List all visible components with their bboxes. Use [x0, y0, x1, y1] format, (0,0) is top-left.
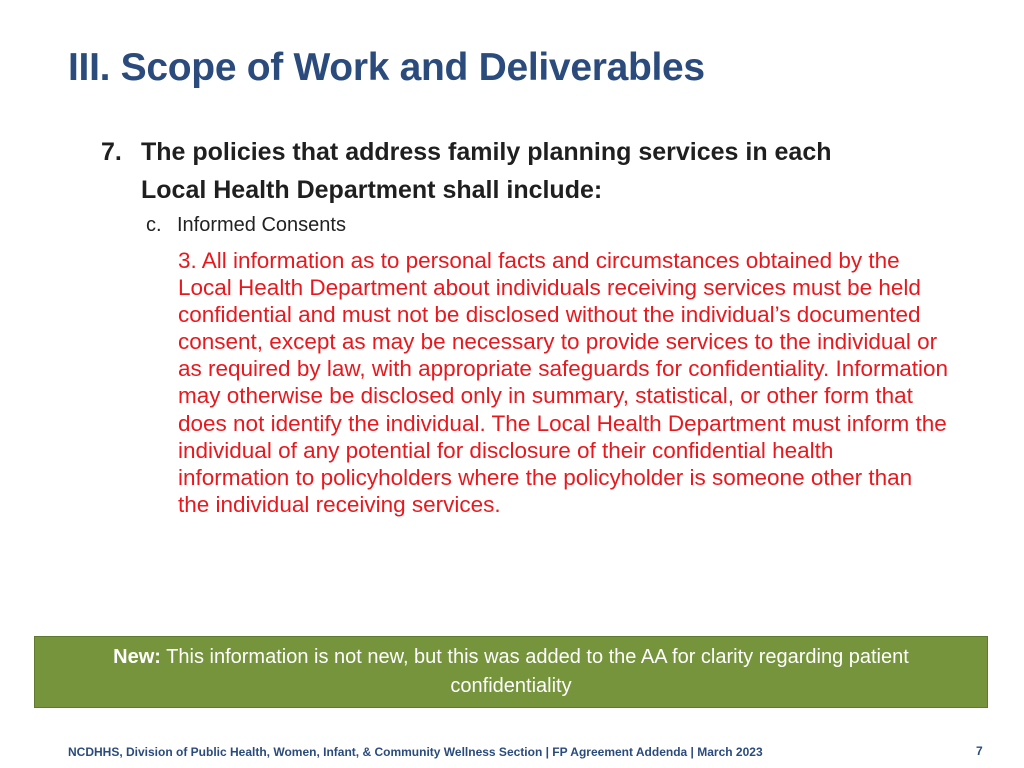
sub-item-label: Informed Consents	[177, 214, 346, 236]
numbered-item	[101, 133, 921, 209]
sub-item-letter: c.	[146, 214, 162, 236]
page-number: 7	[976, 744, 983, 758]
item-number: 7.	[101, 138, 122, 166]
confidentiality-paragraph: 3. All information as to personal facts and circumstances obtained by the Local Health Department about individuals receiving services must be held confidential and must not be disclosed without the individual’s documented consent, except as may be necessary to provide services to the individual or as required by law, with appropriate safeguards for confidentiality. Information may otherwise be disclosed only in summary, statistical, or other form that does not identify the individual. The Local Health Department must inform the individual of any potential for disclosure of their confidential health information to policyholders where the policyholder is someone other than the individual receiving services.	[178, 248, 948, 517]
slide-title: III. Scope of Work and Deliverables	[68, 46, 705, 89]
note-label: New:	[113, 646, 161, 668]
sub-item	[146, 214, 346, 237]
new-note-box	[34, 636, 988, 708]
item-heading: The policies that address family planning services in each Local Health Department shall include:	[141, 138, 832, 204]
footer-text: NCDHHS, Division of Public Health, Women, Infant, & Community Wellness Section | FP Agreement Addenda | March 2023	[68, 745, 763, 759]
note-text: This information is not new, but this was added to the AA for clarity regarding patient confidentiality	[160, 646, 909, 697]
